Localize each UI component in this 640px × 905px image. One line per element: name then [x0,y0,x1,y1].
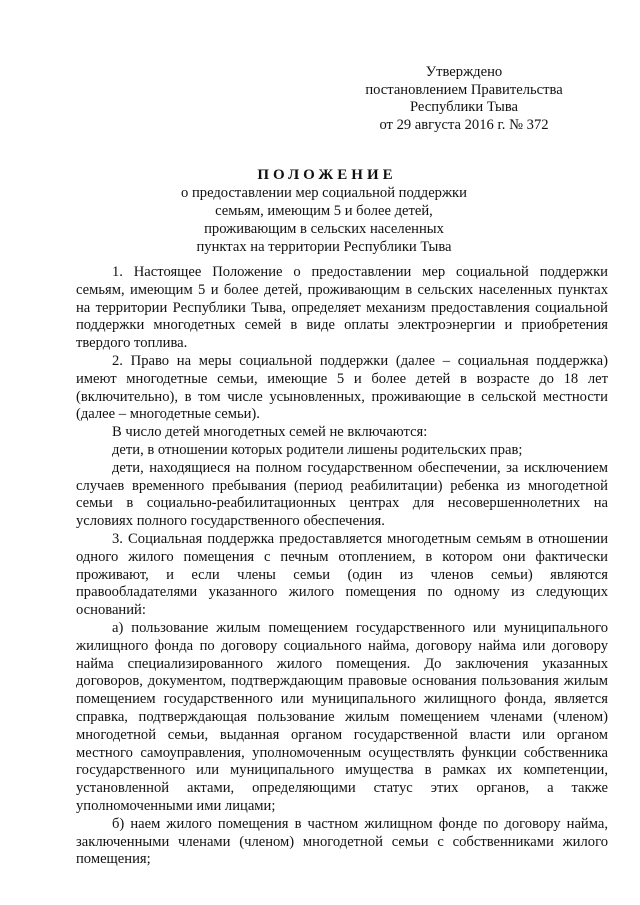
approval-line: Республики Тыва [409,99,519,115]
paragraph: В число детей многодетных семей не включаются: [112,424,428,441]
approval-stamp [344,64,584,134]
document-heading: ПОЛОЖЕНИЕ [257,167,397,183]
document-title [0,166,640,256]
document-subtitle-line: о предоставлении мер социальной поддержки [181,185,467,201]
paragraph: б) наем жилого помещения в частном жилищном фонде по договору найма, заключенными членами (членом) многодетной семьи с собственниками жилого помещения; [76,815,608,868]
document-body [76,264,608,869]
paragraph: дети, в отношении которых родители лишены родительских прав; [112,441,523,458]
approval-date: от 29 августа 2016 г. № 372 [379,116,549,133]
paragraph: дети, находящиеся на полном государственном обеспечении, за исключением случаев временного пребывания (период реабилитации) ребенка из многодетной семьи в социально-реабилитационных центрах для несовершеннолетних на условиях полного государственного обеспечения. [76,459,608,530]
approval-line: постановлением Правительства [365,81,563,98]
paragraph: а) пользование жилым помещением государственного или муниципального жилищного фонда по договору социального найма, договору найма или договору найма специализированного жилого помещения. До заключения указанных договоров, документом, подтверждающим правовые основания пользования жилым помещением государственного или муниципального жилищного фонда, является справка, подтверждающая пользование жилым помещением членами (членом) многодетной семьи, выданная органом государственной власти или органом местного самоуправления, уполномоченным осуществлять функции собственника государственного или муниципального имущества в рамках их компетенции, установленной актами, определяющими статус этих органов, а также уполномоченными ими лицами; [76,619,608,814]
document-subtitle-line: проживающим в сельских населенных [204,221,444,237]
approval-line: Утверждено [425,64,503,80]
paragraph: 2. Право на меры социальной поддержки (далее – социальная поддержка) имеют многодетные семьи, имеющие 5 и более детей в возрасте до 18 лет (включительно), в том числе усыновленных, проживающие в сельской местности (далее – многодетные семьи). [76,352,608,423]
document-subtitle-line: семьям, имеющим 5 и более детей, [215,203,433,219]
paragraph: 3. Социальная поддержка предоставляется многодетным семьям в отношении одного жилого помещения с печным отоплением, в котором они фактически проживают, и если члены семьи (один из членов семьи) являются правообладателями указанного жилого помещения по одному из следующих оснований: [76,530,608,619]
paragraph: 1. Настоящее Положение о предоставлении мер социальной поддержки семьям, имеющим 5 и более детей, проживающим в сельских населенных пунктах на территории Республики Тыва, определяет механизм предоставления социальной поддержки многодетных семей в виде оплаты электроэнергии и приобретения твердого топлива. [76,264,608,352]
document-subtitle-line: пунктах на территории Республики Тыва [196,239,452,255]
